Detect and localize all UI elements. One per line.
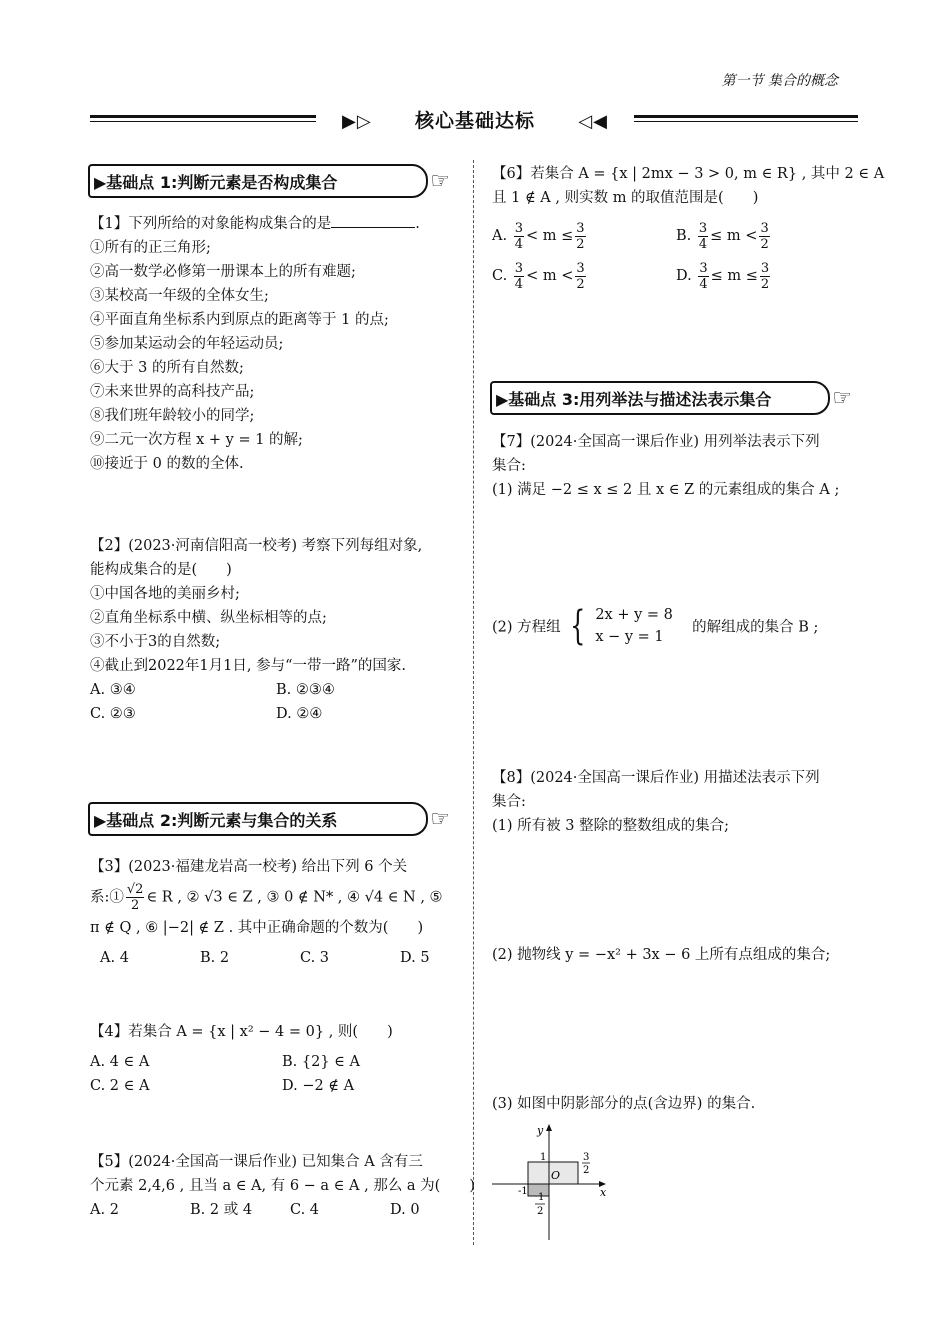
q1-stem: 【1】下列所给的对象能构成集合的是 [90, 216, 332, 232]
banner-left-marks: ▶▷ [342, 111, 372, 132]
question-8 [492, 766, 820, 838]
q1-item: ⑥大于 3 的所有自然数; [90, 360, 244, 376]
tick-label-1: 1 [540, 1152, 547, 1163]
y-axis-arrow-icon [546, 1124, 552, 1131]
q1-blank[interactable] [331, 227, 415, 228]
q3-option-b[interactable]: B. 2 [200, 950, 230, 966]
q2-option-b[interactable]: B. ②③④ [276, 682, 335, 698]
q3-line3: π ∉ Q , ⑥ |−2| ∉ Z . 其中正确命题的个数为( ) [90, 920, 424, 936]
q5-option-a[interactable]: A. 2 [90, 1202, 119, 1218]
column-divider [473, 160, 474, 1245]
q4-option-c[interactable]: C. 2 ∈ A [90, 1078, 150, 1094]
q8-part1: (1) 所有被 3 整除的整数组成的集合; [492, 818, 729, 834]
q5-option-b[interactable]: B. 2 或 4 [190, 1202, 253, 1218]
q4-stem: 【4】若集合 A = {x | x² − 4 = 0} , 则( ) [90, 1024, 393, 1040]
section-3-heading [490, 381, 852, 415]
q2-item: ④截止到2022年1月1日, 参与“一带一路”的国家. [90, 658, 407, 674]
q7-line1: 【7】(2024·全国高一课后作业) 用列举法表示下列 [492, 434, 820, 450]
q8-part3: (3) 如图中阴影部分的点(含边界) 的集合. [492, 1096, 756, 1112]
tick-label-neg1: -1 [518, 1186, 528, 1197]
frac-x-denominator: 2 [583, 1165, 590, 1176]
q3-option-d[interactable]: D. 5 [400, 950, 430, 966]
q6-option-b[interactable]: B. $\frac{3}{4}$ ≤ m < $\frac{3}{2}$ [676, 220, 769, 252]
q2-option-d[interactable]: D. ②④ [276, 706, 323, 722]
question-1: 【1】下列所给的对象能构成集合的是 . ①所有的正三角形; ②高一数学必修第一册课本上的所有难题; ③某校高一年级的全体女生; ④平面直角坐标系内到原点的距离等于 1 的点; ⑤参加某运动会的年轻运动员; ⑥大于 3 的所有自然数; ⑦未来世界的高科技产品; ⑧我们班年龄较小的同学; ⑨二元一次方程 x + y = 1 的解; ⑩接近于 0 的数的全体. [90, 212, 420, 476]
q6-option-d[interactable]: D. $\frac{3}{4}$ ≤ m ≤ $\frac{3}{2}$ [676, 260, 770, 292]
q7-line2: 集合: [492, 458, 526, 474]
frac-x-numerator: 3 [583, 1152, 590, 1163]
q3-line1: 【3】(2023·福建龙岩高一校考) 给出下列 6 个关 [90, 859, 408, 875]
q1-item: ⑤参加某运动会的年轻运动员; [90, 336, 284, 352]
section-1-heading [88, 164, 450, 198]
section-2-heading [88, 802, 450, 836]
q2-item: ②直角坐标系中横、纵坐标相等的点; [90, 610, 327, 626]
banner [0, 106, 950, 133]
q1-item: ③某校高一年级的全体女生; [90, 288, 269, 304]
q1-item: ⑨二元一次方程 x + y = 1 的解; [90, 432, 303, 448]
q2-line1: 【2】(2023·河南信阳高一校考) 考察下列每组对象, [90, 538, 423, 554]
q8-line2: 集合: [492, 794, 526, 810]
q3-fraction: $\frac{√2}{2}$ [126, 882, 144, 913]
banner-title: 核心基础达标 [414, 110, 535, 132]
frac-y-numerator: 1 [538, 1192, 545, 1203]
q2-line2: 能构成集合的是( ) [90, 562, 232, 578]
banner-right-marks: ◁◀ [578, 111, 608, 132]
q1-item: ②高一数学必修第一册课本上的所有难题; [90, 264, 356, 280]
q4-option-a[interactable]: A. 4 ∈ A [90, 1054, 150, 1070]
q4-option-d[interactable]: D. −2 ∉ A [282, 1078, 355, 1094]
q5-line1: 【5】(2024·全国高一课后作业) 已知集合 A 含有三 [90, 1154, 423, 1170]
q7-part2: (2) 方程组 { 2x + y = 8 x − y = 1 的解组成的集合 B ; [492, 603, 819, 649]
question-7 [492, 430, 839, 502]
brace-symbol: { [570, 603, 586, 649]
chapter-title: 第一节 集合的概念 [721, 73, 838, 89]
pointing-hand-icon: ☞ [832, 385, 852, 411]
q2-item: ①中国各地的美丽乡村; [90, 586, 240, 602]
section-3-title: ▶基础点 3:用列举法与描述法表示集合 [496, 389, 772, 409]
origin-label: O [551, 1169, 561, 1182]
shaded-region-figure [490, 1120, 610, 1245]
q6-line2: 且 1 ∉ A , 则实数 m 的取值范围是( ) [492, 190, 759, 206]
q6-option-a[interactable]: A. $\frac{3}{4}$ < m ≤ $\frac{3}{2}$ [492, 220, 585, 252]
q6-line1: 【6】若集合 A = {x | 2mx − 3 > 0, m ∈ R} , 其中 2 ∈ A [492, 166, 885, 182]
q5-line2: 个元素 2,4,6 , 且当 a ∈ A, 有 6 − a ∈ A , 那么 a 为( ) [90, 1178, 475, 1194]
q2-item: ③不小于3的自然数; [90, 634, 221, 650]
q1-item: ⑦未来世界的高科技产品; [90, 384, 255, 400]
pointing-hand-icon: ☞ [430, 168, 450, 194]
q5-option-d[interactable]: D. 0 [390, 1202, 420, 1218]
q3-option-c[interactable]: C. 3 [300, 950, 330, 966]
pointing-hand-icon: ☞ [430, 806, 450, 832]
q5-option-c[interactable]: C. 4 [290, 1202, 320, 1218]
equation-system: 2x + y = 8 x − y = 1 [595, 607, 673, 645]
q1-item: ④平面直角坐标系内到原点的距离等于 1 的点; [90, 312, 389, 328]
q7-part1: (1) 满足 −2 ≤ x ≤ 2 且 x ∈ Z 的元素组成的集合 A ; [492, 482, 840, 498]
q8-part2: (2) 抛物线 y = −x² + 3x − 6 上所有点组成的集合; [492, 947, 831, 963]
y-axis-label: y [537, 1124, 544, 1137]
x-axis-label: x [600, 1186, 607, 1199]
question-4 [90, 1020, 393, 1098]
q1-item: ⑩接近于 0 的数的全体. [90, 456, 244, 472]
q6-option-c[interactable]: C. $\frac{3}{4}$ < m < $\frac{3}{2}$ [492, 260, 585, 292]
q1-item: ①所有的正三角形; [90, 240, 211, 256]
q8-line1: 【8】(2024·全国高一课后作业) 用描述法表示下列 [492, 770, 820, 786]
section-1-title: ▶基础点 1:判断元素是否构成集合 [94, 172, 338, 192]
q4-option-b[interactable]: B. {2} ∈ A [282, 1054, 360, 1070]
question-3: 【3】(2023·福建龙岩高一校考) 给出下列 6 个关 系:① $\frac{√2}{2}$ ∈ R , ② √3 ∈ Z , ③ 0 ∉ N* , ④ √4 ∈ N , ⑤ π ∉ Q , ⑥ |−2| ∉ Z . 其中正确命题的个数为( ) A. 4 B. 2 C. 3 D. 5 [90, 852, 443, 973]
q1-item: ⑧我们班年龄较小的同学; [90, 408, 255, 424]
q2-option-c[interactable]: C. ②③ [90, 706, 136, 722]
q2-option-a[interactable]: A. ③④ [90, 682, 136, 698]
question-6 [492, 162, 884, 296]
section-2-title: ▶基础点 2:判断元素与集合的关系 [94, 810, 338, 830]
question-5 [90, 1150, 475, 1222]
q3-option-a[interactable]: A. 4 [100, 950, 129, 966]
question-2 [90, 534, 422, 726]
frac-y-denominator: 2 [537, 1206, 544, 1217]
